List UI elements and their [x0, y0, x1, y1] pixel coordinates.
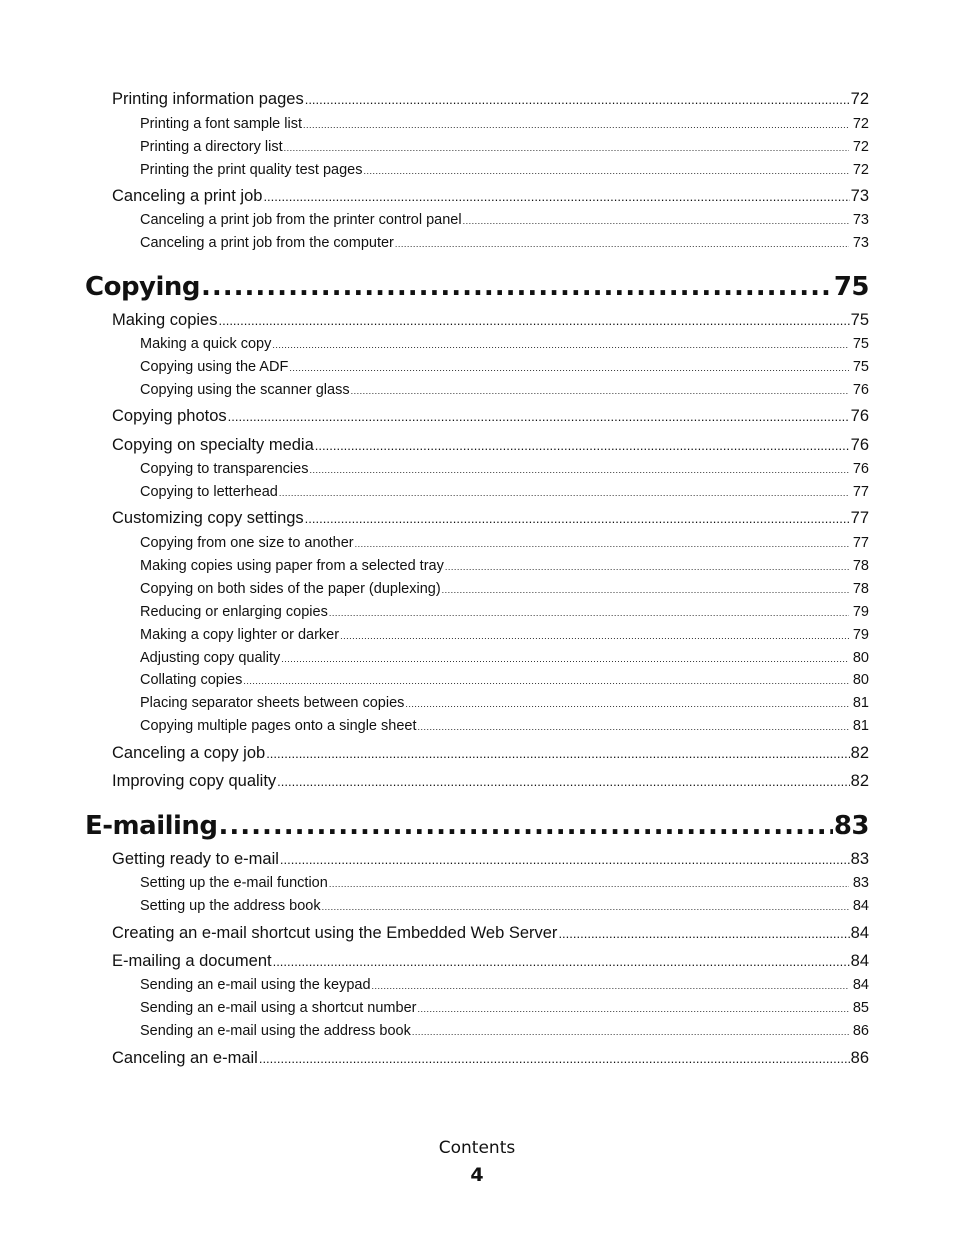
toc-subsection-entry[interactable]	[140, 672, 869, 688]
toc-entry-page-number: 78	[852, 558, 869, 574]
toc-entry-page-number: 76	[852, 461, 869, 477]
toc-subsection-entry[interactable]	[140, 977, 869, 993]
toc-subsection-entry[interactable]	[140, 336, 869, 352]
toc-entry-page-number: 73	[852, 235, 869, 251]
toc-subsection-entry[interactable]	[140, 650, 869, 666]
dot-leader	[305, 511, 850, 526]
dot-leader	[266, 746, 849, 761]
toc-section-entry[interactable]	[112, 509, 869, 528]
toc-entry-title: Canceling a print job from the printer control panel	[140, 212, 462, 228]
toc-subsection-entry[interactable]	[140, 212, 869, 228]
dot-leader	[322, 902, 849, 912]
toc-entry-title: Improving copy quality	[112, 772, 277, 790]
toc-subsection-entry[interactable]	[140, 1000, 869, 1016]
toc-entry-title: Getting ready to e-mail	[112, 850, 279, 868]
toc-entry-title: Making copies using paper from a selected tray	[140, 558, 444, 574]
dot-leader	[372, 981, 849, 991]
dot-leader	[277, 774, 849, 789]
toc-entry-title: Printing the print quality test pages	[140, 162, 363, 178]
toc-entry-title: Copying using the scanner glass	[140, 382, 350, 398]
toc-entry-title: Copying to transparencies	[140, 461, 309, 477]
toc-section-entry[interactable]	[112, 952, 869, 971]
toc-entry-title: Sending an e-mail using the address book	[140, 1023, 411, 1039]
footer-page-number: 4	[470, 1164, 484, 1186]
toc-subsection-entry[interactable]	[140, 461, 869, 477]
toc-entry-page-number: 73	[850, 187, 869, 205]
dot-leader	[305, 92, 850, 107]
dot-leader	[243, 676, 848, 686]
dot-leader	[417, 1004, 848, 1014]
dot-leader	[329, 608, 849, 618]
toc-entry-page-number: 76	[850, 436, 869, 454]
toc-entry-page-number: 75	[850, 311, 869, 329]
dot-leader	[340, 631, 849, 641]
toc-entry-title: Making copies	[112, 311, 218, 329]
toc-entry-page-number: 82	[850, 744, 869, 762]
toc-entry-page-number: 78	[852, 581, 869, 597]
dot-leader	[272, 340, 848, 350]
toc-entry-title: Reducing or enlarging copies	[140, 604, 328, 620]
toc-entry-title: Setting up the e-mail function	[140, 875, 328, 891]
toc-entry-title: Copying multiple pages onto a single sheet	[140, 718, 417, 734]
toc-section-entry[interactable]	[112, 1049, 869, 1068]
dot-leader	[351, 386, 849, 396]
toc-subsection-entry[interactable]	[140, 235, 869, 251]
toc-section-entry[interactable]	[112, 311, 869, 330]
page-footer	[0, 1138, 954, 1186]
toc-entry-title: Printing a font sample list	[140, 116, 302, 132]
dot-leader	[281, 654, 849, 664]
dot-leader	[218, 313, 849, 328]
toc-entry-page-number: 80	[852, 650, 869, 666]
toc-chapter-entry[interactable]	[85, 811, 869, 841]
toc-entry-title: Copying on specialty media	[112, 436, 314, 454]
toc-entry-page-number: 86	[850, 1049, 869, 1067]
toc-entry-title: Adjusting copy quality	[140, 650, 281, 666]
toc-section-entry[interactable]	[112, 850, 869, 869]
toc-subsection-entry[interactable]	[140, 627, 869, 643]
toc-entry-title: Printing information pages	[112, 90, 304, 108]
toc-entry-title: Canceling an e-mail	[112, 1049, 258, 1067]
toc-section-entry[interactable]	[112, 90, 869, 109]
toc-entry-page-number: 84	[852, 898, 869, 914]
toc-section-entry[interactable]	[112, 772, 869, 791]
dot-leader	[263, 189, 849, 204]
toc-entry-page-number: 75	[833, 272, 869, 302]
toc-entry-title: Making a quick copy	[140, 336, 272, 352]
toc-subsection-entry[interactable]	[140, 359, 869, 375]
dot-leader	[309, 465, 848, 475]
toc-entry-page-number: 72	[852, 139, 869, 155]
dot-leader	[273, 954, 850, 969]
toc-entry-title: Copying to letterhead	[140, 484, 278, 500]
toc-entry-page-number: 77	[850, 509, 869, 527]
toc-subsection-entry[interactable]	[140, 484, 869, 500]
dot-leader	[463, 216, 849, 226]
toc-section-entry[interactable]	[112, 407, 869, 426]
toc-entry-page-number: 72	[852, 162, 869, 178]
toc-entry-title: Placing separator sheets between copies	[140, 695, 405, 711]
dot-leader	[412, 1027, 849, 1037]
toc-subsection-entry[interactable]	[140, 162, 869, 178]
toc-entry-page-number: 83	[833, 811, 869, 841]
toc-entry-title: E-mailing	[85, 811, 218, 841]
toc-section-entry[interactable]	[112, 924, 869, 943]
toc-entry-page-number: 75	[852, 359, 869, 375]
toc-entry-title: Copying using the ADF	[140, 359, 289, 375]
toc-subsection-entry[interactable]	[140, 535, 869, 551]
dot-leader	[219, 811, 833, 841]
toc-subsection-entry[interactable]	[140, 604, 869, 620]
dot-leader	[259, 1051, 850, 1066]
toc-entry-title: Making a copy lighter or darker	[140, 627, 340, 643]
toc-entry-page-number: 83	[852, 875, 869, 891]
toc-entry-title: Copying photos	[112, 407, 227, 425]
toc-entry-page-number: 84	[850, 952, 869, 970]
toc-entry-page-number: 86	[852, 1023, 869, 1039]
toc-entry-page-number: 81	[852, 718, 869, 734]
toc-subsection-entry[interactable]	[140, 875, 869, 891]
toc-subsection-entry[interactable]	[140, 139, 869, 155]
toc-entry-title: Setting up the address book	[140, 898, 321, 914]
dot-leader	[445, 562, 849, 572]
dot-leader	[442, 585, 849, 595]
toc-subsection-entry[interactable]	[140, 898, 869, 914]
toc-entry-page-number: 79	[852, 627, 869, 643]
dot-leader	[201, 272, 833, 302]
toc-entry-title: Canceling a print job	[112, 187, 263, 205]
toc-section-entry[interactable]	[112, 187, 869, 206]
toc-entry-page-number: 82	[850, 772, 869, 790]
toc-entry-title: Creating an e-mail shortcut using the Embedded Web Server	[112, 924, 558, 942]
toc-entry-title: Customizing copy settings	[112, 509, 304, 527]
toc-entry-title: E-mailing a document	[112, 952, 272, 970]
dot-leader	[363, 166, 848, 176]
toc-subsection-entry[interactable]	[140, 116, 869, 132]
dot-leader	[228, 409, 850, 424]
dot-leader	[405, 699, 848, 709]
toc-entry-title: Collating copies	[140, 672, 243, 688]
dot-leader	[280, 852, 850, 867]
dot-leader	[303, 120, 849, 130]
toc-entry-page-number: 83	[850, 850, 869, 868]
toc-entry-page-number: 72	[852, 116, 869, 132]
toc-subsection-entry[interactable]	[140, 718, 869, 734]
toc-entry-page-number: 76	[852, 382, 869, 398]
toc-entry-title: Copying on both sides of the paper (duplexing)	[140, 581, 441, 597]
toc-subsection-entry[interactable]	[140, 382, 869, 398]
toc-entry-page-number: 75	[852, 336, 869, 352]
toc-entry-page-number: 79	[852, 604, 869, 620]
toc-entry-page-number: 73	[852, 212, 869, 228]
toc-chapter-entry[interactable]	[85, 272, 869, 302]
dot-leader	[329, 879, 849, 889]
toc-entry-page-number: 77	[852, 484, 869, 500]
dot-leader	[395, 239, 849, 249]
toc-entry-page-number: 85	[852, 1000, 869, 1016]
toc-subsection-entry[interactable]	[140, 558, 869, 574]
dot-leader	[315, 438, 850, 453]
toc-section-entry[interactable]	[112, 744, 869, 763]
toc-entry-page-number: 81	[852, 695, 869, 711]
footer-label: Contents	[438, 1138, 516, 1158]
dot-leader	[417, 722, 848, 732]
toc-entry-page-number: 84	[852, 977, 869, 993]
toc-entry-page-number: 72	[850, 90, 869, 108]
toc-subsection-entry[interactable]	[140, 695, 869, 711]
toc-entry-title: Canceling a copy job	[112, 744, 266, 762]
dot-leader	[279, 488, 849, 498]
toc-entry-title: Sending an e-mail using the keypad	[140, 977, 371, 993]
toc-section-entry[interactable]	[112, 436, 869, 455]
dot-leader	[558, 926, 849, 941]
toc-entry-page-number: 80	[852, 672, 869, 688]
toc-entry-page-number: 77	[852, 535, 869, 551]
dot-leader	[355, 539, 849, 549]
dot-leader	[289, 363, 849, 373]
toc-entry-title: Copying	[85, 272, 201, 302]
dot-leader	[284, 143, 849, 153]
toc-entry-title: Copying from one size to another	[140, 535, 354, 551]
toc-entry-page-number: 84	[850, 924, 869, 942]
toc-entry-title: Canceling a print job from the computer	[140, 235, 394, 251]
toc-entry-title: Sending an e-mail using a shortcut number	[140, 1000, 417, 1016]
toc-subsection-entry[interactable]	[140, 1023, 869, 1039]
toc-entry-title: Printing a directory list	[140, 139, 283, 155]
toc-entry-page-number: 76	[850, 407, 869, 425]
toc-subsection-entry[interactable]	[140, 581, 869, 597]
